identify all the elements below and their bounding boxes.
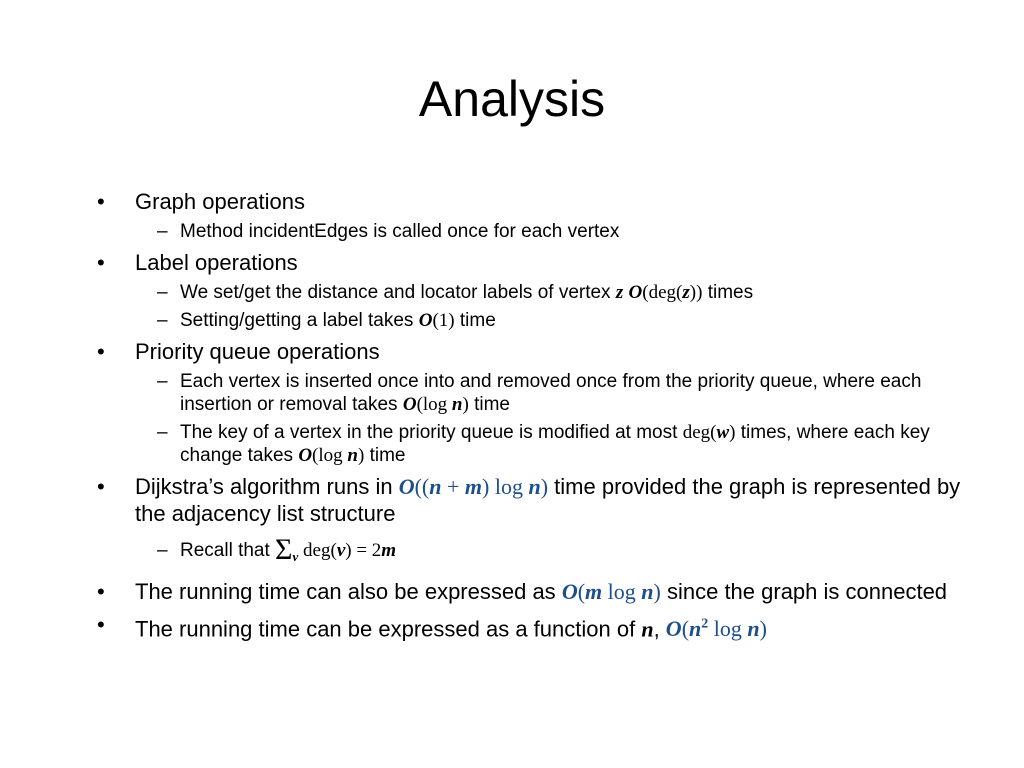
bullet-marker: •	[97, 578, 105, 604]
math-big-o: O	[398, 474, 415, 499]
dash-marker: –	[157, 422, 168, 443]
bullet-priority-queue	[95, 338, 965, 365]
text-segment: We set/get the distance and locator labels of vertex	[180, 282, 616, 303]
sub-bullet-label-time	[95, 309, 965, 332]
math-text: ))	[689, 282, 703, 303]
sub-bullet-incident-edges	[95, 220, 965, 243]
bullet-list	[95, 182, 965, 642]
dash-marker: –	[157, 540, 168, 561]
bullet-text: Priority queue operations	[135, 339, 380, 364]
math-var: m	[585, 578, 603, 604]
math-text: (log	[416, 394, 452, 415]
math-superscript: 2	[701, 616, 709, 632]
dash-marker: –	[157, 371, 168, 392]
math-var: n	[641, 578, 654, 604]
sub-bullet-recall-sum	[95, 533, 965, 568]
text-segment: The running time can also be expressed as	[135, 578, 562, 604]
math-text: ) = 2	[345, 540, 382, 561]
text-segment: The key of a vertex in the priority queue is modified at most	[180, 422, 683, 443]
sub-bullet-set-get-labels	[95, 281, 965, 304]
text-segment: Recall that	[180, 540, 276, 561]
dash-marker: –	[157, 310, 168, 331]
dash-marker: –	[157, 221, 168, 242]
dash-marker: –	[157, 282, 168, 303]
math-text: (	[681, 616, 690, 642]
math-var: n	[429, 474, 442, 499]
math-var: n	[689, 616, 702, 642]
math-var: n	[528, 474, 541, 499]
sigma-symbol: Σ	[275, 533, 293, 566]
text-segment: ,	[653, 616, 666, 642]
bullet-running-time-function-of-n	[95, 611, 965, 642]
text-segment: times	[702, 282, 754, 303]
text-segment: time	[468, 394, 511, 415]
bullet-marker: •	[97, 250, 105, 275]
math-var: n	[747, 616, 760, 642]
math-var: z	[615, 282, 624, 303]
math-text: (1)	[432, 310, 455, 331]
text-segment: times, where each key change takes	[180, 422, 930, 466]
math-subscript: v	[292, 548, 299, 564]
text-segment: time provided the graph is represented by the adjacency list structure	[135, 474, 961, 526]
text-segment: since the graph is connected	[660, 578, 948, 604]
math-text: +	[441, 474, 465, 499]
math-text: )	[759, 616, 767, 642]
math-text: ) log	[482, 474, 529, 499]
math-big-o: O	[402, 394, 417, 415]
text-segment: time	[364, 445, 406, 466]
math-text: ((	[414, 474, 430, 499]
math-var: w	[716, 422, 730, 443]
math-text: )	[653, 578, 661, 604]
sub-bullet-text: Method incidentEdges is called once for each vertex	[180, 221, 620, 242]
math-var: m	[464, 474, 483, 499]
math-var: n	[347, 445, 358, 466]
bullet-text: Label operations	[135, 250, 298, 275]
bullet-label-operations	[95, 249, 965, 276]
math-var: v	[336, 540, 346, 561]
sub-bullet-insert-remove	[95, 370, 965, 416]
bullet-dijkstra-runtime	[95, 473, 965, 527]
math-var: m	[381, 540, 397, 561]
math-text: (log	[312, 445, 348, 466]
text-segment: The running time can be expressed as a function of	[135, 616, 642, 642]
math-text: (deg(	[642, 282, 683, 303]
bullet-marker: •	[97, 189, 105, 214]
math-text: log	[602, 578, 642, 604]
math-big-o: O	[628, 282, 643, 303]
bullet-graph-operations	[95, 188, 965, 215]
bullet-running-time-m-log-n	[95, 578, 965, 605]
math-text: )	[462, 394, 469, 415]
bullet-marker: •	[97, 611, 105, 637]
math-big-o: O	[665, 616, 682, 642]
text-segment: Dijkstra’s algorithm runs in	[135, 474, 399, 499]
slide-title: Analysis	[418, 71, 606, 127]
sub-bullet-key-modified	[95, 421, 965, 467]
math-big-o: O	[298, 445, 313, 466]
math-text: deg(	[682, 422, 717, 443]
math-text: )	[357, 445, 365, 466]
math-text: )	[729, 422, 736, 443]
bullet-marker: •	[97, 474, 105, 499]
math-text: log	[708, 616, 748, 642]
text-segment: Setting/getting a label takes	[180, 310, 419, 331]
bullet-marker: •	[97, 339, 105, 364]
bullet-text: Graph operations	[135, 189, 305, 214]
math-var: n	[641, 616, 654, 642]
text-segment: Each vertex is inserted once into and removed once from the priority queue, where each insertion or removal takes	[180, 371, 922, 415]
math-var: n	[451, 394, 463, 415]
math-text: (	[577, 578, 586, 604]
math-big-o: O	[561, 578, 578, 604]
math-text: )	[540, 474, 549, 499]
math-var: z	[682, 282, 690, 303]
text-segment: time	[454, 310, 496, 331]
math-text: deg(	[298, 540, 337, 561]
math-big-o: O	[418, 310, 433, 331]
